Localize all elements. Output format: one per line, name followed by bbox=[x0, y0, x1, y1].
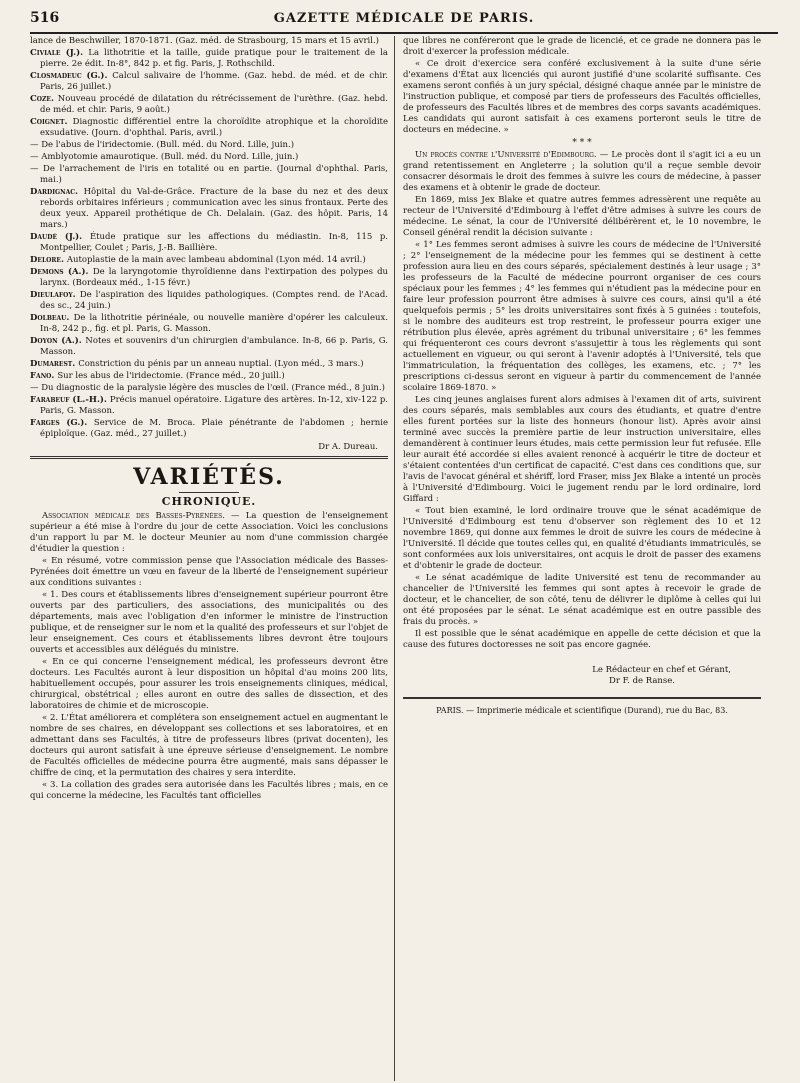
bibliography-entry bbox=[30, 94, 388, 116]
entry-text: Notes et souvenirs d'un chirurgien d'ambulance. In-8, 66 p. Paris, G. Masson. bbox=[40, 336, 388, 357]
paragraph-text: « Ce droit d'exercice sera conféré exclusivement à la suite d'une série d'examens d'État aux licenciés qui auront justifié d'une scolarité suffisante. Ces examens seront confiés à un jury spécial, désigné chaque année par le ministre de l'instruction publique, et composé par tiers de professeurs des Facultés officielles, de professeurs des Facultés libres et de membres des corps savants académiques. Les candidats qui auront satisfait à ces examens porteront seuls le titre de docteurs en médecine. » bbox=[403, 59, 761, 135]
paragraph bbox=[403, 629, 761, 651]
paragraph-text: — La question de l'enseignement supérieur a été mise à l'ordre du jour de cette Association. Voici les conclusions d'un rapport lu par M. le docteur Meunier au nom d'une commission chargée d'étudier la question : bbox=[30, 511, 388, 554]
bibliography-entry bbox=[30, 232, 388, 254]
printer-imprint: PARIS. — Imprimerie médicale et scientifique (Durand), rue du Bac, 83. bbox=[403, 697, 761, 716]
bibliography-entry bbox=[30, 48, 388, 70]
entry-author: Coignet. bbox=[30, 117, 73, 127]
paragraph bbox=[30, 713, 388, 779]
entry-author: Dardignac. bbox=[30, 187, 84, 197]
entry-text: Diagnostic différentiel entre la choroïdite atrophique et la choroïdite exsudative. (Journ. d'ophthal. Paris, avril.) bbox=[40, 117, 388, 138]
entry-author: Civiale (J.). bbox=[30, 48, 89, 58]
entry-text: Sur les abus de l'iridectomie. (France méd., 20 juill.) bbox=[57, 371, 285, 381]
right-column bbox=[395, 36, 761, 1081]
bibliography-entry bbox=[30, 313, 388, 335]
paragraph-text: « 1. Des cours et établissements libres d'enseignement supérieur pourront être ouverts par des particuliers, des associations, des municipalités ou des départements, mais avec l'obligation d'en informer le ministre de l'instruction publique, et de renseigner sur le nom et la qualité des professeurs et sur l'objet de leur enseignement. Ces cours et établissements libres devront être toujours ouverts et accessibles aux délégués du ministre. bbox=[30, 590, 388, 655]
entry-author: Demons (A.). bbox=[30, 267, 93, 277]
bibliography-entry bbox=[30, 371, 388, 382]
bibliography-entry bbox=[30, 187, 388, 231]
entry-author: Daudé (J.). bbox=[30, 232, 90, 242]
entry-text: — Du diagnostic de la paralysie légère des muscles de l'œil. (France méd., 8 juin.) bbox=[30, 383, 385, 393]
paragraph-heading: Un procès contre l'Université d'Edimbourg. bbox=[415, 150, 597, 160]
entry-text: Calcul salivaire de l'homme. (Gaz. hebd. de méd. et de chir. Paris, 26 juillet.) bbox=[40, 71, 388, 92]
paragraph bbox=[403, 150, 761, 194]
editor-signature bbox=[403, 665, 761, 687]
paragraph-text: En 1869, miss Jex Blake et quatre autres femmes adressèrent une requête au recteur de l'Université d'Edimbourg à l'effet d'être admises à suivre les cours de médecine. Le sénat, la cour de l'Université délibérèrent et, le 10 novembre, le Conseil général rendit la décision suivante : bbox=[403, 195, 761, 238]
subsection-title: CHRONIQUE. bbox=[161, 495, 257, 508]
divider bbox=[179, 492, 239, 493]
editor-role: Le Rédacteur en chef et Gérant, bbox=[592, 665, 731, 675]
entry-author: Doyon (A.). bbox=[30, 336, 86, 346]
entry-text: lance de Beschwiller, 1870-1871. (Gaz. méd. de Strasbourg, 15 mars et 15 avril.) bbox=[30, 36, 379, 46]
paragraph bbox=[30, 590, 388, 656]
bibliography-entry bbox=[30, 71, 388, 93]
entry-author: Dumarest. bbox=[30, 359, 79, 369]
paragraph-text: — Le procès dont il s'agit ici a eu un grand retentissement en Angleterre ; la solution qu'il a reçue semble devoir consacrer désormais le droit des femmes à suivre les cours de médecine, à passer des examens et à obtenir le grade de docteur. bbox=[403, 150, 761, 193]
entry-text: — De l'arrachement de l'iris en totalité ou en partie. (Journal d'ophthal. Paris, mai.) bbox=[30, 164, 388, 185]
paragraph-text: « 2. L'État améliorera et complétera son enseignement actuel en augmentant le nombre de ses chaires, en développant ses collections et ses laboratoires, et en admettant dans ses Facultés, à titre de professeurs libres (privat docenten), les docteurs qui auront satisfait à une épreuve sérieuse d'enseignement. Le nombre de Facultés officielles de médecine pourra être augmenté, mais sans dépasser le chiffre de cinq, et la permutation des chaires y sera interdite. bbox=[30, 713, 388, 778]
entry-text: De la laryngotomie thyroïdienne dans l'extirpation des polypes du larynx. (Bordeaux méd., 1-15 févr.) bbox=[40, 267, 388, 288]
bibliography-entry bbox=[30, 383, 388, 394]
paragraph-text: « En ce qui concerne l'enseignement médical, les professeurs devront être docteurs. Les Facultés auront à leur disposition un hôpital d'au moins 200 lits, habituellement occupés, pour assurer les trois enseignements cliniques, médical, chirurgical, obstétrical ; elles auront en outre des salles de dissection, et des laboratoires de chimie et de microscopie. bbox=[30, 657, 388, 711]
paragraph-text: que libres ne conféreront que le grade de licencié, et ce grade ne donnera pas le droit d'exercer la profession médicale. bbox=[403, 36, 761, 57]
entry-text: — Amblyotomie amaurotique. (Bull. méd. du Nord. Lille, juin.) bbox=[30, 152, 299, 162]
paragraph bbox=[30, 556, 388, 589]
paragraph-heading: Association médicale des Basses-Pyrénées. bbox=[42, 511, 225, 521]
entry-text: Nouveau procédé de dilatation du rétrécissement de l'urèthre. (Gaz. hebd. de méd. et chir. Paris, 9 août.) bbox=[40, 94, 388, 115]
editor-name: Dr F. de Ranse. bbox=[609, 676, 675, 686]
bibliography-entry bbox=[30, 267, 388, 289]
paragraph bbox=[30, 780, 388, 802]
edinburgh-article bbox=[403, 150, 761, 651]
entry-text: — De l'abus de l'iridectomie. (Bull. méd. du Nord. Lille, juin.) bbox=[30, 140, 295, 150]
journal-title: GAZETTE MÉDICALE DE PARIS. bbox=[273, 11, 535, 26]
entry-text: Autoplastie de la main avec lambeau abdominal (Lyon méd. 14 avril.) bbox=[66, 255, 366, 265]
paragraph bbox=[403, 506, 761, 572]
bibliography-entry bbox=[30, 290, 388, 312]
paragraph-text: « 3. La collation des grades sera autorisée dans les Facultés libres ; mais, en ce qui concerne la médecine, les Facultés tant officielles bbox=[30, 780, 388, 801]
paragraph bbox=[403, 395, 761, 505]
entry-text: Hôpital du Val-de-Grâce. Fracture de la base du nez et des deux rebords orbitaires inférieurs ; communication avec les sinus frontaux. Perte des deux yeux. Appareil prothétique de Ch. Delalain. (Gaz. des hôpit. Paris, 14 mars.) bbox=[40, 187, 389, 230]
chronicle-text bbox=[30, 511, 388, 802]
entry-text: Précis manuel opératoire. Ligature des artères. In-12, xiv-122 p. Paris, G. Masson. bbox=[40, 395, 389, 416]
paragraph bbox=[403, 573, 761, 628]
bibliography-entry bbox=[30, 164, 388, 186]
bibliography-entry bbox=[30, 152, 388, 163]
bibliography-entry bbox=[30, 255, 388, 266]
paragraph bbox=[403, 36, 761, 58]
section-title: VARIÉTÉS. bbox=[133, 464, 285, 490]
paragraph-text: « Le sénat académique de ladite Université est tenu de recommander au chancelier de l'Université les femmes qui sont aptes à recevoir le grade de docteur, et le chancelier, de son côté, tenu de délivrer le diplôme à celles qui lui ont été proposées par le sénat. Le sénat académique est en outre passible des frais du procès. » bbox=[403, 573, 761, 627]
paragraph-text: « Tout bien examiné, le lord ordinaire trouve que le sénat académique de l'Université d'Edimbourg est tenu d'observer son règlement des 10 et 12 novembre 1869, qui donne aux femmes le droit de suivre les cours de médecine à l'Université. Il décide que toutes celles qui, en qualité d'étudiants immatriculés, se sont conformées aux lois universitaires, ont acquis le droit de passer des examens et d'obtenir le grade de docteur. bbox=[403, 506, 761, 571]
paragraph bbox=[403, 240, 761, 394]
entry-author: Delore. bbox=[30, 255, 67, 265]
paragraph bbox=[403, 195, 761, 239]
entry-author: Farges (G.). bbox=[30, 418, 94, 428]
entry-author: Dolbeau. bbox=[30, 313, 74, 323]
entry-text: Constriction du pénis par un anneau nuptial. (Lyon méd., 3 mars.) bbox=[78, 359, 364, 369]
page-header bbox=[30, 10, 778, 34]
entry-author: Fano. bbox=[30, 371, 58, 381]
bibliography-entry bbox=[30, 140, 388, 151]
bibliography-signature: Dr A. Dureau. bbox=[318, 442, 378, 452]
paragraph-text: « En résumé, votre commission pense que l'Association médicale des Basses-Pyrénées doit émettre un vœu en faveur de la liberté de l'enseignement supérieur aux conditions suivantes : bbox=[30, 556, 388, 588]
entry-author: Coze. bbox=[30, 94, 58, 104]
paragraph-text: Il est possible que le sénat académique en appelle de cette décision et que la cause des futures doctoresses ne soit pas encore gagnée. bbox=[403, 629, 761, 650]
entry-author: Closmadeuc (G.). bbox=[30, 71, 113, 81]
entry-author: Dieulafoy. bbox=[30, 290, 80, 300]
bibliography-entry bbox=[30, 36, 388, 47]
entry-text: Étude pratique sur les affections du médiastin. In-8, 115 p. Montpellier, Coulet ; Paris, J.-B. Baillière. bbox=[40, 232, 388, 253]
divider bbox=[30, 456, 388, 459]
page-number: 516 bbox=[30, 10, 60, 26]
bibliography-entry bbox=[30, 418, 388, 440]
columns bbox=[30, 36, 778, 1081]
paragraph bbox=[403, 59, 761, 136]
left-column bbox=[30, 36, 395, 1081]
paragraph bbox=[30, 511, 388, 555]
section-separator-stars: * * * bbox=[572, 138, 592, 148]
bibliography-entry bbox=[30, 395, 388, 417]
bibliography-entry bbox=[30, 359, 388, 370]
paragraph-text: « 1° Les femmes seront admises à suivre les cours de médecine de l'Université ; 2° l'enseignement de la médecine pour les femmes qui se destinent à cette profession aura lieu en des cours séparés, spécialement destinés à leur usage ; 3° les professeurs de la Faculté de médecine pourront organiser de ces cours spéciaux pour les femmes ; 4° les femmes qui n'étudient pas la médecine pour en faire leur profession pourront être admises à suivre ces cours, ainsi qu'il a été quelquefois permis ; 5° les droits universitaires sont fixés à 5 guinées : toutefois, si le nombre des auditeurs est trop restreint, le professeur pourra exiger une rétribution plus élevée, après agrément du tribunal universitaire ; 6° les femmes qui fréquenteront ces cours devront s'assujettir à tous les règlements qui sont actuellement en vigueur, ou qui seront à l'avenir adoptés à l'Université, tels que l'immatriculation, la fréquentation des collèges, les examens, etc. ; 7° les prescriptions ci-dessus seront en vigueur à partir du commencement de l'année scolaire 1869-1870. » bbox=[403, 240, 761, 393]
entry-author: Farabeuf (L.-H.). bbox=[30, 395, 110, 405]
paragraph-text: Les cinq jeunes anglaises furent alors admises à l'examen dit of arts, suivirent des cours séparés, mais semblables aux cours des étudiants, et quatre d'entre elles furent portées sur la liste des honneurs (honour list). Après avoir ainsi terminé avec succès la première partie de leur instruction universitaire, elles demandèrent à continuer leurs études, mais cette permission leur fut refusée. Elle leur aurait été accordée si elles avaient renoncé à acquérir le titre de docteur et s'étaient contentées d'un certificat de capacité. C'est dans ces conditions que, sur l'avis de l'avocat général et shériff, lord Fraser, miss Jex Blake a intenté un procès à l'Université d'Edimbourg. Voici le jugement rendu par le lord ordinaire, lord Giffard : bbox=[403, 395, 761, 504]
entry-text: De l'aspiration des liquides pathologiques. (Comptes rend. de l'Acad. des sc., 24 juin.) bbox=[40, 290, 388, 311]
entry-text: Service de M. Broca. Plaie pénétrante de l'abdomen ; hernie épiploïque. (Gaz. méd., 27 juillet.) bbox=[40, 418, 388, 439]
entry-text: La lithotritie et la taille, guide pratique pour le traitement de la pierre. 2e édit. In-8°, 842 p. et fig. Paris, J. Rothschild. bbox=[40, 48, 388, 69]
paragraph bbox=[30, 657, 388, 712]
bibliography-entry bbox=[30, 117, 388, 139]
bibliography-list bbox=[30, 36, 388, 440]
bibliography-entry bbox=[30, 336, 388, 358]
entry-text: De la lithotritie périnéale, ou nouvelle manière d'opérer les calculeux. In-8, 242 p., fig. et pl. Paris, G. Masson. bbox=[40, 313, 388, 334]
article-continuation bbox=[403, 36, 761, 136]
